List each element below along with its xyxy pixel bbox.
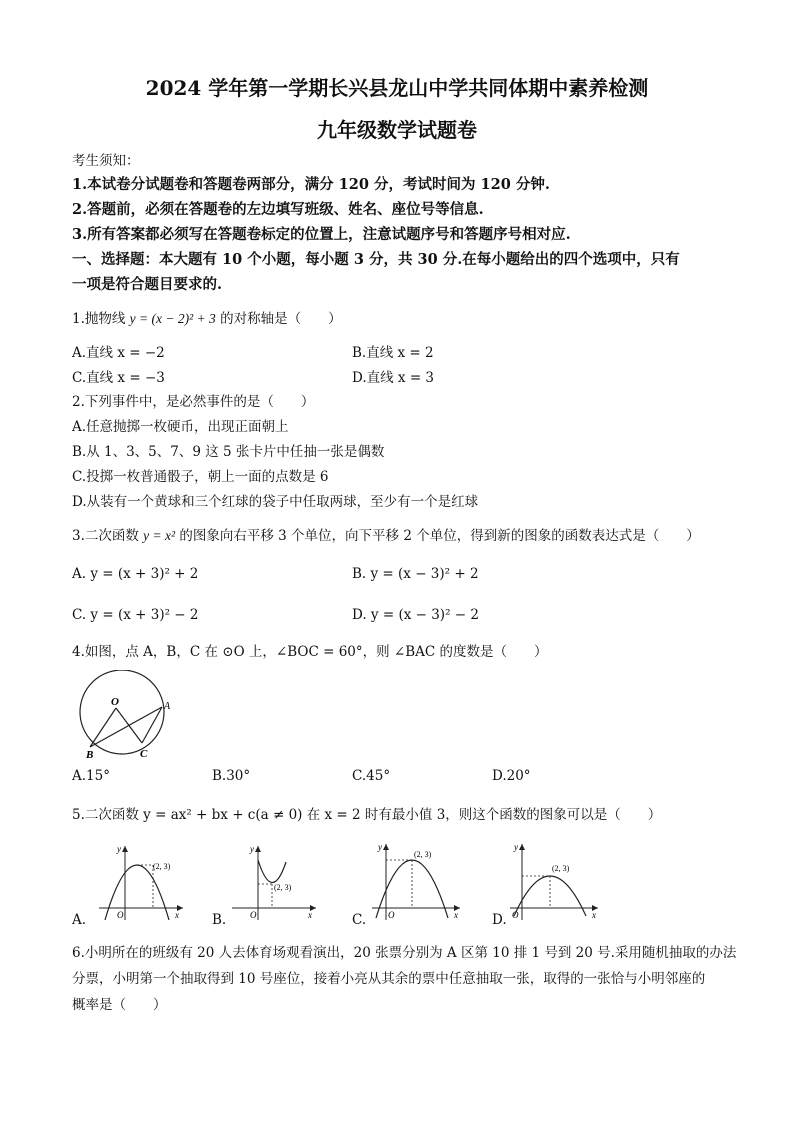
svg-text:y: y (514, 842, 518, 852)
svg-text:y: y (378, 842, 382, 852)
q5-option-a[interactable]: A. (72, 912, 87, 928)
q4-circle-figure (70, 670, 180, 760)
question-6-stem-end: 概率是（ ） (72, 997, 167, 1013)
exam-title: 2024 学年第一学期长兴县龙山中学共同体期中素养检测 (145, 76, 649, 100)
question-6-stem: 6.小明所在的班级有 20 人去体育场观看演出，20 张票分别为 A 区第 10 排 1 号到 20 号.采用随机抽取的办法 (72, 945, 737, 961)
question-6-stem-cont: 分票，小明第一个抽取得到 10 号座位，接着小亮从其余的票中任意抽取一张，取得的一张恰与小明邻座的 (72, 971, 706, 987)
svg-text:x: x (592, 910, 596, 920)
svg-text:y: y (250, 844, 254, 854)
q5-graph-b (228, 842, 323, 922)
svg-text:y: y (117, 844, 121, 854)
section-heading: 一、选择题：本大题有 10 个小题，每小题 3 分，共 30 分.在每小题给出的四个选项中，只有 (72, 251, 680, 268)
label-b: B (86, 749, 94, 760)
q5-option-b[interactable]: B. (212, 912, 227, 928)
label-c: C (140, 748, 148, 760)
notice-item: 2.答题前，必须在答题卷的左边填写班级、姓名、座位号等信息. (72, 201, 484, 218)
svg-text:O: O (117, 910, 124, 920)
svg-text:O: O (512, 910, 519, 920)
svg-text:(2, 3): (2, 3) (552, 864, 570, 873)
q5-graph-a (95, 842, 190, 922)
notice-item: 3.所有答案都必须写在答题卷标定的位置上，注意试题序号和答题序号相对应. (72, 226, 571, 243)
q1-option-d[interactable]: D.直线 x = 3 (352, 370, 435, 386)
q4-option-d[interactable]: D.20° (492, 768, 531, 784)
svg-text:(2, 3): (2, 3) (153, 862, 171, 871)
notice-item: 1.本试卷分试题卷和答题卷两部分，满分 120 分，考试时间为 120 分钟. (72, 176, 550, 193)
q5-graph-d (506, 840, 606, 922)
q5-option-d[interactable]: D. (492, 912, 507, 928)
notice-heading: 考生须知： (72, 153, 140, 169)
svg-text:O: O (250, 910, 257, 920)
q2-option-a[interactable]: A.任意抛掷一枚硬币，出现正面朝上 (72, 419, 289, 435)
section-heading-cont: 一项是符合题目要求的. (72, 276, 223, 293)
svg-text:x: x (175, 910, 179, 920)
question-2-stem: 2.下列事件中，是必然事件的是（ ） (72, 394, 315, 410)
q2-option-d[interactable]: D.从装有一个黄球和三个红球的袋子中任取两球，至少有一个是红球 (72, 494, 479, 510)
q4-option-b[interactable]: B.30° (212, 768, 251, 784)
q3-formula: y = x² (143, 528, 176, 543)
q4-option-a[interactable]: A.15° (72, 768, 110, 784)
q3-option-d[interactable]: D. y = (x − 3)² − 2 (352, 607, 479, 623)
q1-option-c[interactable]: C.直线 x = −3 (72, 370, 165, 386)
q1-formula: y = (x − 2)² + 3 (129, 311, 216, 326)
svg-text:x: x (308, 910, 312, 920)
question-5-stem: 5.二次函数 y = ax² + bx + c(a ≠ 0) 在 x = 2 时有最小值 3，则这个函数的图象可以是（ ） (72, 807, 662, 823)
q3-option-a[interactable]: A. y = (x + 3)² + 2 (72, 566, 199, 582)
exam-subtitle: 九年级数学试题卷 (317, 118, 477, 142)
question-1-stem: 1.抛物线 y = (x − 2)² + 3 的对称轴是（ ） (72, 311, 342, 327)
svg-text:O: O (388, 910, 395, 920)
q4-option-c[interactable]: C.45° (352, 768, 391, 784)
svg-text:x: x (454, 910, 458, 920)
label-a: A (164, 701, 171, 712)
circle-o (80, 670, 164, 754)
question-3-stem: 3.二次函数 y = x² 的图象向右平移 3 个单位，向下平移 2 个单位，得到新的图象的函数表达式是（ ） (72, 528, 700, 544)
svg-text:(2, 3): (2, 3) (414, 850, 432, 859)
q3-option-b[interactable]: B. y = (x − 3)² + 2 (352, 566, 479, 582)
q5-graph-c (368, 840, 468, 922)
q3-option-c[interactable]: C. y = (x + 3)² − 2 (72, 607, 199, 623)
segment-ob (90, 708, 116, 747)
q1-option-b[interactable]: B.直线 x = 2 (352, 345, 434, 361)
q2-option-b[interactable]: B.从 1、3、5、7、9 这 5 张卡片中任抽一张是偶数 (72, 444, 385, 460)
question-4-stem: 4.如图，点 A，B，C 在 ⊙O 上，∠BOC = 60°，则 ∠BAC 的度数是（ ） (72, 644, 548, 660)
q1-option-a[interactable]: A.直线 x = −2 (72, 345, 165, 361)
label-o: O (111, 696, 119, 708)
q2-option-c[interactable]: C.投掷一枚普通骰子，朝上一面的点数是 6 (72, 469, 329, 485)
q5-option-c[interactable]: C. (352, 912, 367, 928)
svg-text:(2, 3): (2, 3) (274, 883, 292, 892)
